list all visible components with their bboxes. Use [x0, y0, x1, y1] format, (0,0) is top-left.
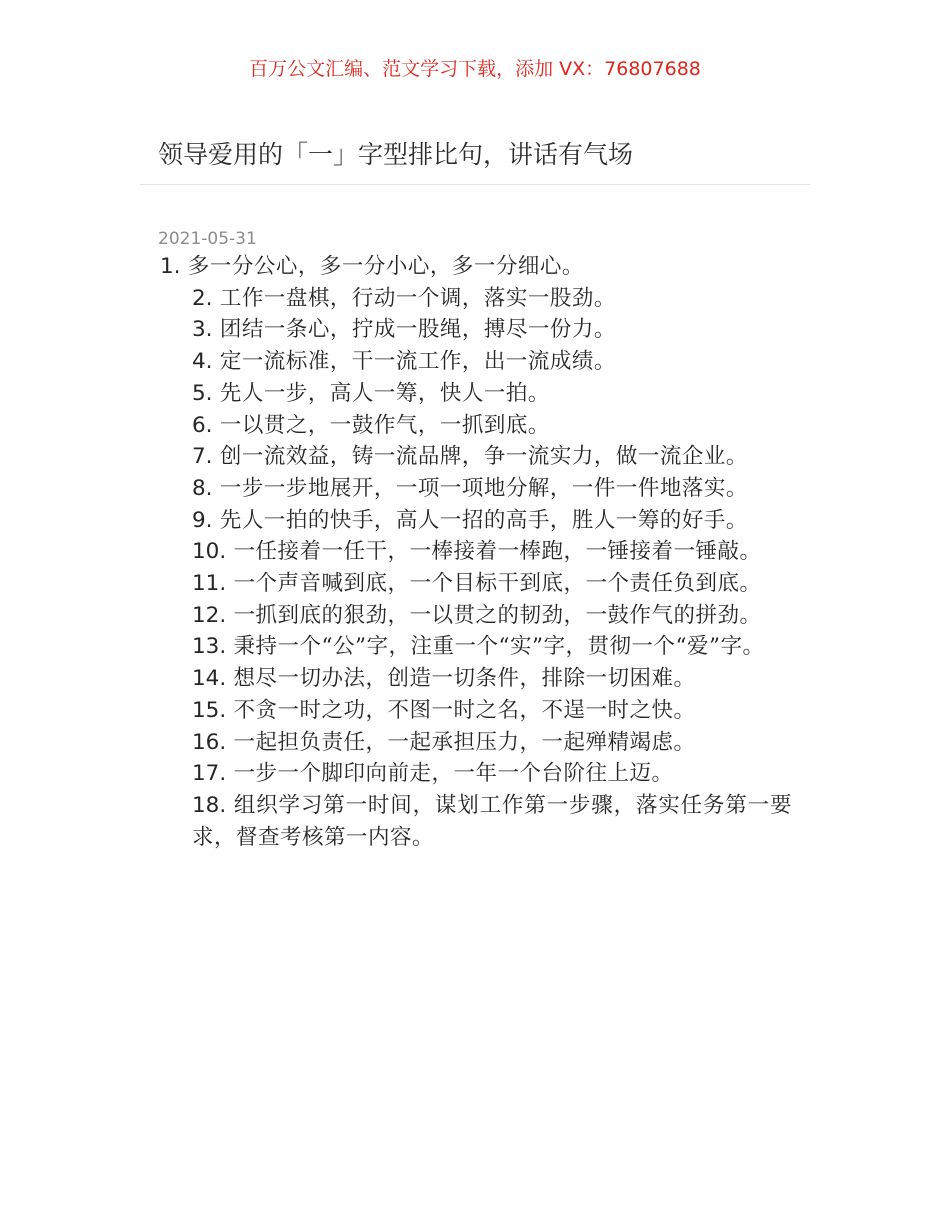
- item-number: 16.: [192, 729, 227, 755]
- article-date: 2021-05-31: [158, 229, 257, 249]
- item-number: 2.: [192, 285, 213, 311]
- list-item: [160, 251, 792, 283]
- list-item: [160, 536, 792, 568]
- item-number: 13.: [192, 634, 227, 660]
- item-number: 7.: [192, 444, 213, 470]
- item-number: 17.: [192, 761, 227, 787]
- item-text: 想尽一切办法，创造一切条件，排除一切困难。: [233, 666, 696, 692]
- list-item: [160, 410, 792, 442]
- list-item: [160, 283, 792, 315]
- title-divider: [140, 184, 810, 185]
- article-body: [160, 251, 792, 853]
- list-item: [160, 346, 792, 378]
- item-text: 一个声音喊到底，一个目标干到底，一个责任负到底。: [233, 571, 762, 597]
- item-number: 6.: [192, 412, 213, 438]
- download-banner: 百万公文汇编、范文学习下载，添加 VX：76807688: [249, 58, 701, 80]
- item-text: 先人一拍的快手，高人一招的高手，胜人一筹的好手。: [219, 507, 748, 533]
- item-number: 9.: [192, 507, 213, 533]
- article-title: 领导爱用的「一」字型排比句，讲话有气场: [158, 140, 634, 169]
- item-text: 一任接着一任干，一棒接着一棒跑，一锤接着一锤敲。: [233, 539, 762, 565]
- list-item: [160, 695, 792, 727]
- list-item: [160, 505, 792, 537]
- item-text: 创一流效益，铸一流品牌，争一流实力，做一流企业。: [219, 444, 748, 470]
- item-text: 一步一个脚印向前走，一年一个台阶往上迈。: [233, 761, 674, 787]
- item-number: 18.: [192, 792, 227, 818]
- list-item: [160, 473, 792, 505]
- list-item: [160, 568, 792, 600]
- item-number: 8.: [192, 475, 213, 501]
- item-text: 一起担负责任，一起承担压力，一起殚精竭虑。: [233, 729, 696, 755]
- item-text: 工作一盘棋，行动一个调，落实一股劲。: [219, 285, 616, 311]
- item-number: 3.: [192, 317, 213, 343]
- item-number: 4.: [192, 349, 213, 375]
- item-text: 组织学习第一时间，谋划工作第一步骤，落实任务第一要求，督查考核第一内容。: [192, 792, 792, 850]
- item-text: 先人一步，高人一筹，快人一拍。: [219, 380, 550, 406]
- list-item: [160, 441, 792, 473]
- item-text: 多一分公心，多一分小心，多一分细心。: [187, 254, 584, 279]
- item-number: 11.: [192, 571, 227, 597]
- list-item: [160, 600, 792, 632]
- item-number: 10.: [192, 539, 227, 565]
- item-number: 12.: [192, 602, 227, 628]
- list-item: [160, 378, 792, 410]
- item-number: 5.: [192, 380, 213, 406]
- item-text: 秉持一个“公”字，注重一个“实”字，贯彻一个“爱”字。: [233, 634, 765, 660]
- item-text: 一步一步地展开，一项一项地分解，一件一件地落实。: [219, 475, 748, 501]
- list-item: [160, 663, 792, 695]
- item-text: 定一流标准，干一流工作，出一流成绩。: [219, 349, 616, 375]
- item-number: 15.: [192, 697, 227, 723]
- item-text: 团结一条心，拧成一股绳，搏尽一份力。: [219, 317, 616, 343]
- list-item: [160, 727, 792, 759]
- item-text: 不贪一时之功，不图一时之名，不逞一时之快。: [233, 697, 696, 723]
- list-item: [160, 758, 792, 790]
- item-number: 14.: [192, 666, 227, 692]
- list-item: [160, 314, 792, 346]
- item-text: 一抓到底的狠劲，一以贯之的韧劲，一鼓作气的拼劲。: [233, 602, 762, 628]
- item-text: 一以贯之，一鼓作气，一抓到底。: [219, 412, 550, 438]
- item-number: 1.: [160, 254, 181, 279]
- list-item: [160, 790, 792, 853]
- list-item: [160, 631, 792, 663]
